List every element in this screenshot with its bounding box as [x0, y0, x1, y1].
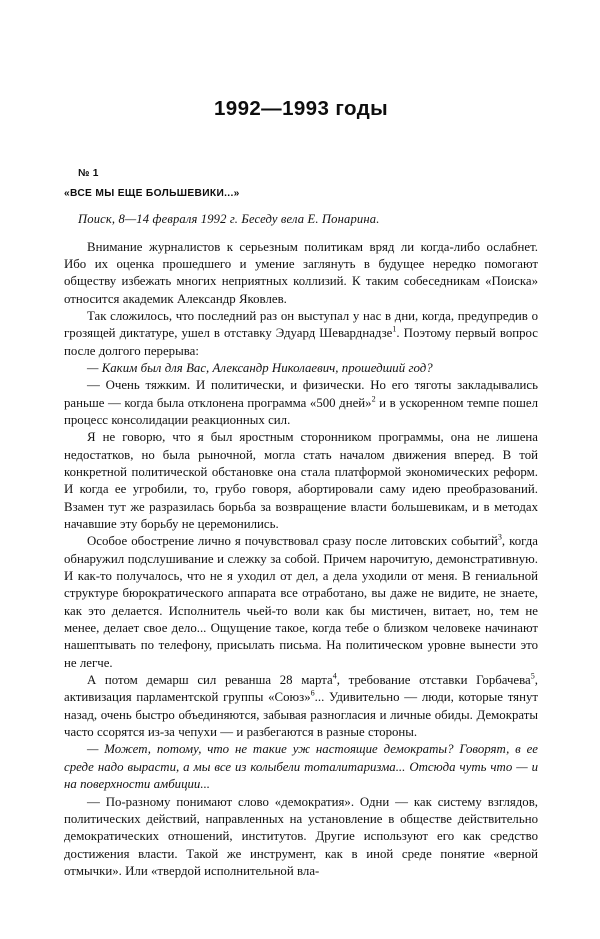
paragraph [64, 794, 538, 881]
footnote-marker: 3 [497, 533, 502, 543]
footnote-marker: 6 [310, 689, 315, 699]
paragraph [64, 533, 538, 672]
paragraph [64, 308, 538, 360]
paragraph [64, 429, 538, 533]
paragraph-text-cont: , активизация парламентской группы «Союз» [64, 673, 538, 705]
paragraph [64, 672, 538, 741]
paragraph-text: — По-разному понимают слово «демократия». Одни — как систему взглядов, политических действий, направленных на установление в обществе действительно демократических отношений, институтов. Другие используют его как средство достижения власти. Такой же инструмент, как в иной среде понятие «верной отмычки». Или «твердой исполнительной вла- [64, 794, 538, 878]
footnote-marker: 2 [371, 394, 376, 404]
document-source-byline: Поиск, 8—14 февраля 1992 г. Беседу вела Е. Понарина. [78, 211, 380, 226]
paragraph-text: — Каким был для Вас, Александр Николаевич, прошедший год? [87, 360, 433, 375]
paragraph-text: Особое обострение лично я почувствовал сразу после литовских событий [87, 534, 498, 549]
paragraph-text-cont: , когда обнаружил подслушивание и слежку за собой. Причем нарочитую, демонстративную. И как-то получалось, что не я уходил от дел, а дела уходили от меня. В гениальной структуре бюрократического аппарата все отработано, вы даже не видите, не знаете, как это делается. Исполнитель чьей-то воли как бы мистичен, витает, но, тем не менее, делает свое дело... Ощущение такое, когда тебе о близком человеке начинают нашептывать по телефону, присылать письма. На политическом уровне вынести это не легче. [64, 534, 538, 670]
paragraph-text: Внимание журналистов к серьезным политикам вряд ли когда-либо ослабнет. Ибо их оценка прошедшего и умение заглянуть в будущее нередко помогают обществу избежать многих неприятных коллизий. К таким собеседникам «Поиска» относится академик Александр Яковлев. [64, 239, 538, 306]
paragraph-text: — Может, потому, что не такие уж настоящие демократы? Говорят, в ее среде надо вырасти, а мы все из колыбели тоталитаризма... Отсюда чуть что — и на поверхности амбиции... [64, 742, 538, 792]
paragraph-text-cont: и в ускоренном темпе пошел процесс консолидации реакционных сил. [64, 395, 539, 427]
paragraph-text: А потом демарш сил реванша 28 марта [87, 673, 333, 688]
body-text [64, 227, 538, 881]
paragraph-text: Так сложилось, что последний раз он выступал у нас в дни, когда, предупредив о грозящей диктатуре, ушел в отставку Эдуард Шеварднадзе [64, 308, 538, 341]
footnote-marker: 5 [530, 671, 535, 681]
page-content [64, 0, 538, 880]
paragraph [64, 239, 538, 308]
paragraph-question [64, 360, 538, 377]
document-headline: «ВСЕ МЫ ЕЩЕ БОЛЬШЕВИКИ...» [64, 187, 240, 199]
chapter-title: 1992—1993 годы [213, 97, 389, 120]
paragraph-text-cont: ... Удивительно — люди, которые тянут назад, очень быстро объединяются, забывая разногласия и личные обиды. Демократы часто ссорятся из-за чепухи — и разбегаются в разные стороны. [64, 690, 538, 740]
paragraph-text: — Очень тяжким. И политически, и физически. Но его тяготы закладывались раньше — когда была отклонена программа «500 дней» [64, 378, 538, 410]
paragraph-question [64, 741, 538, 793]
paragraph-text: Я не говорю, что я был яростным сторонником программы, она не лишена недостатков, но была рыночной, могла стать началом движения вперед. В той конкретной политической обстановке она стала платформой экономических реформ. И когда ее угробили, то, грубо говоря, абортировали саму идею преобразований. Взамен тут же разразилась борьба за возвращение власти большевикам, и в методах начавшие эту борьбу не церемонились. [64, 430, 538, 531]
document-number: № 1 [78, 168, 99, 179]
paragraph-text-cont: . Поэтому первый вопрос после долгого перерыва: [64, 326, 538, 358]
paragraph-text-cont: , требование отставки Горбачева [336, 673, 531, 688]
footnote-marker: 4 [332, 671, 337, 681]
footnote-marker: 1 [392, 324, 397, 334]
paragraph [64, 377, 538, 429]
